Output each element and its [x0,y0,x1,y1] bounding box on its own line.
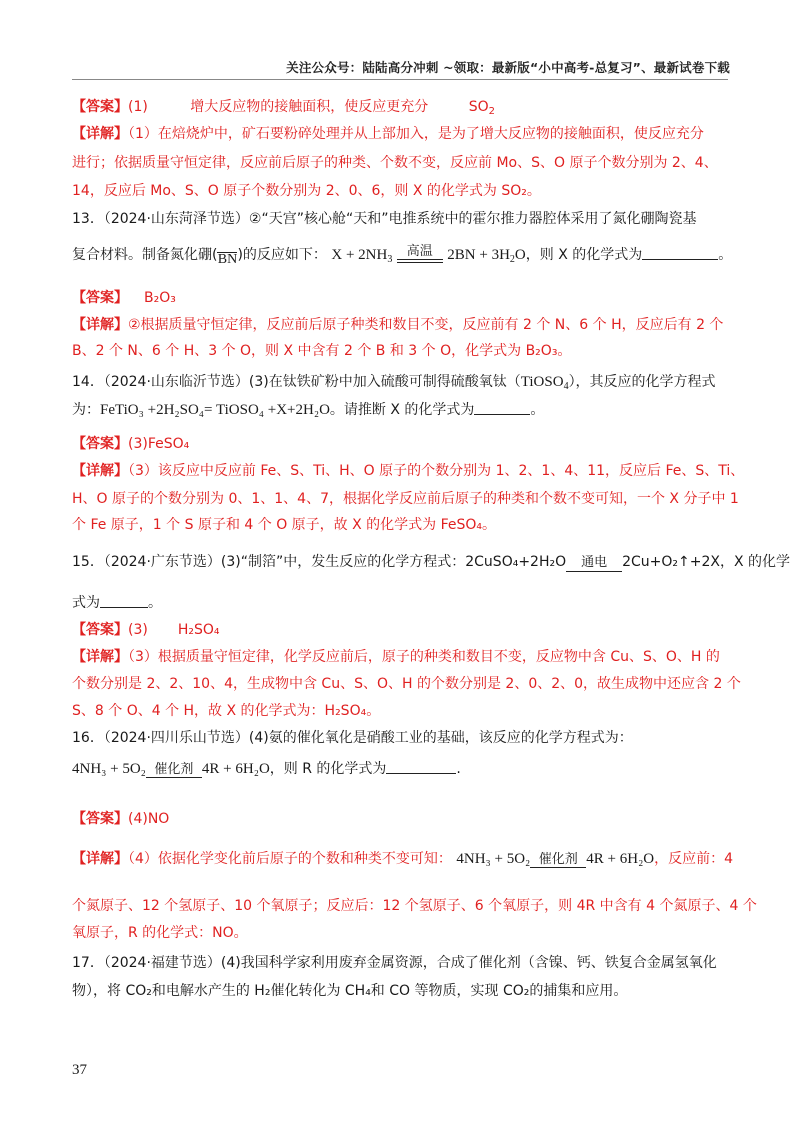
question-text: ），其反应的化学方程式 [568,374,716,390]
stem-text: )的反应如下： [237,247,327,263]
answer-text: (3)FeSO₄ [128,436,190,452]
q15-stem-1 [72,545,790,579]
q16-stem-1 [72,728,633,748]
equation-right: 2Cu+O₂↑+2X，X 的化学 [622,554,791,570]
stem-text: 为： [72,402,100,418]
question-text: （2024·山东临沂节选）(3)在钛铁矿粉中加入硫酸可制得硫酸氧钛（ [103,374,521,390]
q15-stem-2 [72,593,162,613]
detail-text: （4）依据化学变化前后原子的个数和种类不变可知： [128,851,452,867]
q16-detail-3: 氧原子，R 的化学式：NO。 [72,925,248,941]
stem-text: ，则 R 的化学式为 [269,761,387,777]
detail-text: ，反应前：4 [654,851,734,867]
equation: FeTiO₃ +2H₂SO₄= TiOSO₄ +X+2H₂O [100,402,330,418]
question-number: 17． [72,955,104,971]
q12-detail-2: 进行；依据质量守恒定律，反应前后原子的种类、个数不变，反应前 Mo、S、O 原子个数分别为 2、4、 [72,155,718,171]
q12-detail-3: 14，反应后 Mo、S、O 原子个数分别为 2、0、6，则 X 的化学式为 SO₂。 [72,183,541,199]
q16-answer [72,809,169,829]
q13-stem-1 [72,209,696,229]
page-number: 37 [72,1062,87,1078]
stem-text: 复合材料。制备氮化硼( [72,247,218,263]
bn-formula: BN [217,244,237,267]
tioso4-formula: TiOSO$_4$ [520,374,569,392]
answer-blank[interactable] [100,593,148,608]
q15-detail-1 [72,647,720,667]
condition-catalyst: 催化剂 [530,853,586,874]
question-text: （2024·山东菏泽节选）②“天宫”核心舱“天和”电推系统中的霍尔推力器腔体采用了氮化硼陶瓷基 [103,211,697,227]
answer-blank[interactable] [642,245,718,260]
equation-left: 2CuSO₄+2H₂O [465,554,567,570]
answer-no: (1) [128,99,148,115]
q14-answer [72,434,189,454]
q14-detail-1 [72,461,744,481]
answer-text: B₂O₃ [144,290,176,306]
condition-catalyst: 催化剂 [146,763,202,784]
q14-detail-3: 个 Fe 原子，1 个 S 原子和 4 个 O 原子，故 X 的化学式为 FeSO₄。 [72,517,497,533]
q16-stem-2 [72,754,461,784]
q17-stem-1 [72,953,717,973]
answer-tag: 【答案】 [72,99,128,115]
q14-stem-2 [72,400,544,420]
equation-left: 4NH₃ + 5O₂ [72,761,146,777]
stem-text: 。 [148,595,162,611]
detail-tag: 【详解】 [72,317,128,333]
question-text: （2024·广东节选）(3)“制箔”中，发生反应的化学方程式： [103,554,466,570]
q12-detail-1 [72,124,704,144]
question-number: 16． [72,730,104,746]
q13-answer [72,288,176,308]
answer-blank[interactable] [386,759,456,774]
answer-text: (4)NO [128,811,170,827]
q14-detail-2: H、O 原子的个数分别为 0、1、1、4、7，根据化学反应前后原子的种类和个数不变可知，一个 X 分子中 1 [72,491,739,507]
detail-tag: 【详解】 [72,851,128,867]
q16-detail-2: 个氮原子、12 个氢原子、10 个氧原子；反应后：12 个氢原子、6 个氧原子，则 4R 中含有 4 个氮原子、4 个 [72,898,757,914]
stem-text: 。 [530,402,545,418]
question-number: 15． [72,554,104,570]
condition-electrolysis: 通电 [566,555,622,579]
answer-no: (3) [128,622,148,638]
detail-tag: 【详解】 [72,463,128,479]
detail-tag: 【详解】 [72,649,128,665]
question-number: 14． [72,374,104,390]
answer-blank[interactable] [474,400,530,415]
answer-text: 增大反应物的接触面积，使反应更充分 [190,99,429,115]
answer-tag: 【答案】 [72,436,128,452]
q13-stem-2 [72,241,732,269]
stem-text: 。请推断 X 的化学式为 [329,402,475,418]
equation-left: 4NH₃ + 5O₂ [456,851,531,867]
question-text: （2024·四川乐山节选）(4)氨的催化氧化是硝酸工业的基础，该反应的化学方程式为： [103,730,633,746]
q16-detail-1 [72,844,733,874]
detail-text: （3）该反应中反应前 Fe、S、Ti、H、O 原子的个数分别为 1、2、1、4、11，反应后 Fe、S、Ti、 [128,463,745,479]
answer-tag: 【答案】 [72,622,128,638]
stem-text: 。 [718,247,733,263]
detail-text: （1）在焙烧炉中，矿石要粉碎处理并从上部加入，是为了增大反应物的接触面积，使反应充分 [128,126,704,142]
equation-right: 4R + 6H₂O [201,761,270,777]
header-divider [72,79,728,80]
equation-right: 4R + 6H₂O [586,851,655,867]
stem-text: 式为 [72,595,100,611]
q13-detail-2: B、2 个 N、6 个 H、3 个 O，则 X 中含有 2 个 B 和 3 个 O，化学式为 B₂O₃。 [72,343,572,359]
question-number: 13． [72,211,104,227]
answer-tag: 【答案】 [72,290,128,306]
q15-answer [72,620,220,640]
answer-tag: 【答案】 [72,811,128,827]
stem-text: . [456,761,461,777]
detail-tag: 【详解】 [72,126,128,142]
equation-left: $X + 2NH_3$ [331,247,393,265]
q12-answer: 【答案】(1) 增大反应物的接触面积，使反应更充分 $SO_2$ [72,99,496,117]
answer-text: H₂SO₄ [177,622,220,638]
stem-text: ，则 X 的化学式为 [525,247,643,263]
q14-stem-1 [72,372,716,392]
detail-text: （3）根据质量守恒定律，化学反应前后，原子的种类和数目不变，反应物中含 Cu、S、O、H 的 [128,649,720,665]
q15-detail-3: S、8 个 O、4 个 H，故 X 的化学式为：H₂SO₄。 [72,703,381,719]
page-header: 关注公众号：陆陆高分冲刺 ~领取：最新版“小中高考-总复习”、最新试卷下载 [286,60,730,75]
q17-stem-2: 物），将 CO₂和电解水产生的 H₂催化转化为 CH₄和 CO 等物质，实现 CO₂的捕集和应用。 [72,983,628,999]
q13-detail-1 [72,315,723,335]
equation-right: $2BN + 3H_2O$ [447,247,526,265]
question-text: （2024·福建节选）(4)我国科学家利用废弃金属资源，合成了催化剂（含镍、钙、铁复合金属氢氧化 [103,955,717,971]
q15-detail-2: 个数分别是 2、2、10、4，生成物中含 Cu、S、O、H 的个数分别是 2、0、2、0，故生成物中还应含 2 个 [72,676,741,692]
condition-high-temp: 高温 [397,245,443,269]
detail-text: ②根据质量守恒定律，反应前后原子种类和数目不变，反应前有 2 个 N、6 个 H，反应后有 2 个 [128,317,724,333]
answer-formula: SO [468,99,489,115]
